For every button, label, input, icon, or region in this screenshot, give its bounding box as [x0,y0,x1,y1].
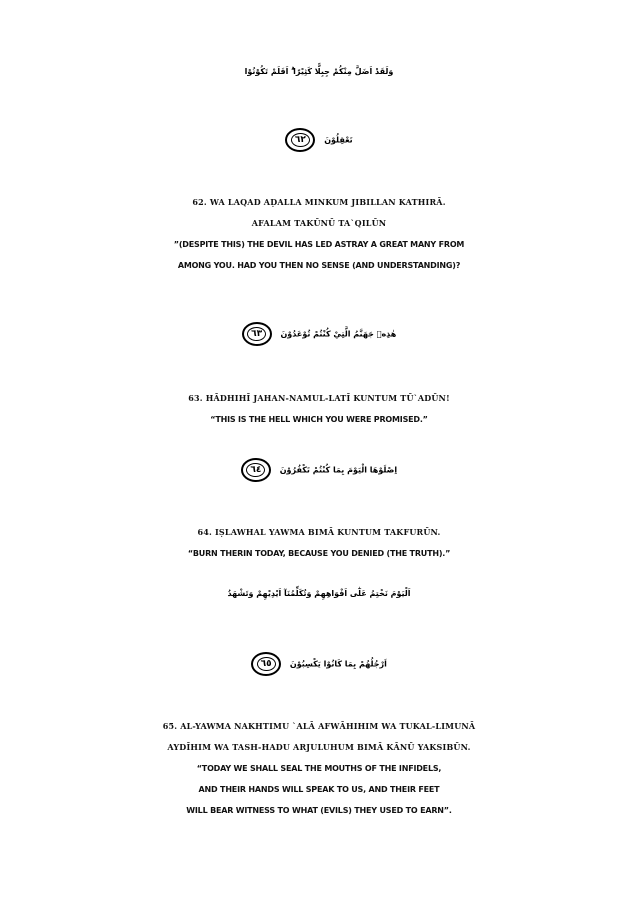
arabic-line: اَلْيَوْمَ نَخْتِمُ عَلٰٓى اَفْوَاهِهِمْ وَتُكَلِّمُنَآ اَيْدِيْهِمْ وَتَشْهَدُ [227,589,411,598]
arabic-text: اَرْجُلُهُمْ بِمَا كَانُوْا يَكْسِبُوْنَ [289,659,387,669]
arabic-text: اِصْلَوْهَا الْيَوْمَ بِمَا كُنْتُمْ تَكْفُرُوْنَ [279,465,398,475]
transliteration-line: AFALAM TAKŪNŪ TA`QILŪN [251,218,387,228]
verse-64 [0,458,638,564]
arabic-line [0,458,638,510]
translation-line: ”(DESPITE THIS) THE DEVIL HAS LED ASTRAY A GREAT MANY FROM [173,240,465,249]
translation-line: “BURN THERIN TODAY, BECAUSE YOU DENIED (THE TRUTH).” [187,549,451,558]
arabic-text: هٰذِهٖ جَهَنَّمُ الَّتِيْ كُنْتُمْ تُوْعَدُوْنَ [280,329,397,339]
verse-number-marker: ٦٤ [241,458,271,482]
verse-65 [0,590,638,821]
arabic-line: وَلَقَدْ اَضَلَّ مِنْكُمْ جِبِلًّا كَثِيْرًا ۗ اَفَلَمْ تَكُوْنُوْا [244,67,394,76]
transliteration-line: 62. WA LAQAD AḌALLA MINKUM JIBILLAN KATHIRĀ. [192,197,446,207]
verse-62 [0,68,638,276]
arabic-line [0,128,638,178]
translation-line: AND THEIR HANDS WILL SPEAK TO US, AND THEIR FEET [198,785,440,794]
transliteration-line: 64. IṢLAWHAL YAWMA BIMĀ KUNTUM TAKFURŪN. [197,527,441,537]
verse-number-marker: ٦٥ [251,652,281,676]
arabic-line [0,322,638,374]
translation-line: “THIS IS THE HELL WHICH YOU WERE PROMISED.” [210,415,428,424]
transliteration-line: AYDĪHIM WA TASH-HADU ARJULUHUM BIMĀ KĀNŪ YAKSIBŪN. [167,742,471,752]
arabic-text: تَعْقِلُوْنَ [324,135,353,145]
transliteration-line: 65. AL-YAWMA NAKHTIMU `ALĀ AFWĀHIHIM WA TUKAL-LIMUNĀ [162,721,476,731]
translation-line: “TODAY WE SHALL SEAL THE MOUTHS OF THE INFIDELS, [196,764,442,773]
verse-number-marker: ٦٢ [285,128,315,152]
translation-line: WILL BEAR WITNESS TO WHAT (EVILS) THEY USED TO EARN”. [186,806,452,815]
verse-number-marker: ٦٣ [242,322,272,346]
transliteration-line: 63. HĀDHIHĪ JAHAN-NAMUL-LATĪ KUNTUM TŪ`ADŪN! [188,393,450,403]
arabic-line [0,652,638,704]
verse-63 [0,322,638,430]
translation-line: AMONG YOU. HAD YOU THEN NO SENSE (AND UNDERSTANDING)? [177,261,461,270]
